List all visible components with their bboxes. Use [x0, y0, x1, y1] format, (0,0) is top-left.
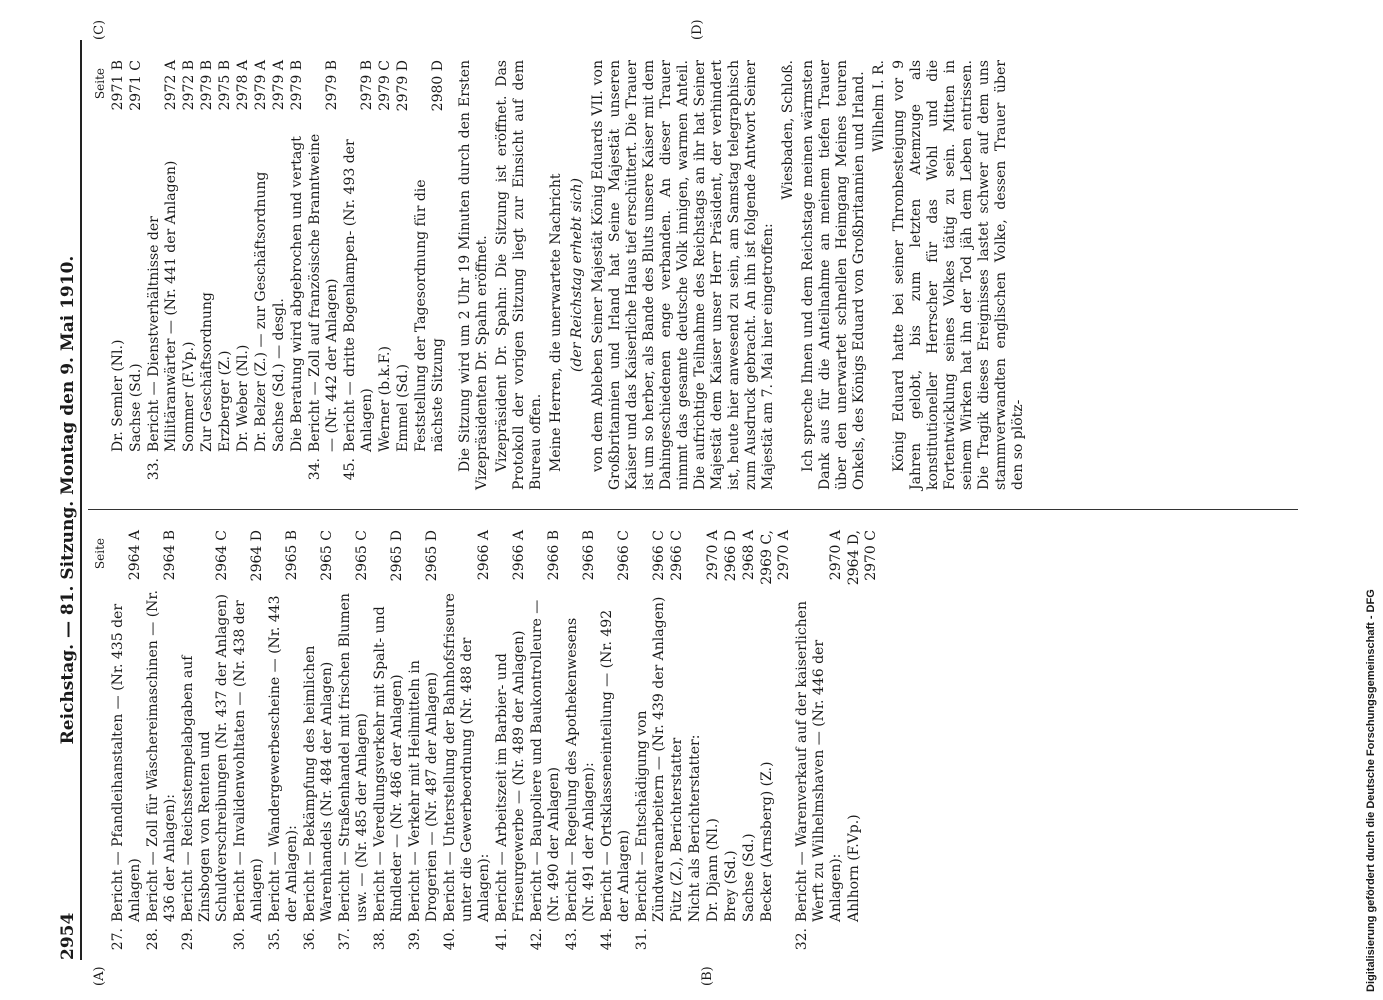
entry-text: Bericht — Zoll für Wäschereimaschinen — (Nr. 436 der Anlagen): — [145, 589, 178, 922]
entry-text: Die Beratung wird abgebrochen und vertagt — [289, 136, 305, 452]
entry-number: 35. — [267, 928, 283, 951]
speaker-page: 2968 A — [741, 530, 757, 581]
entry-page: 2964 C — [214, 530, 230, 581]
entry-page: 2972 A — [163, 60, 179, 111]
toc-entry — [564, 530, 598, 960]
entry-number — [846, 922, 880, 960]
toc-entry — [235, 60, 252, 490]
entry-number — [413, 452, 447, 490]
entry-number: 30. — [232, 928, 248, 951]
entry-text: Zur Geschäftsordnung — [199, 292, 215, 452]
entry-number: 36. — [302, 928, 318, 951]
toc-entry — [377, 60, 394, 490]
margin-marker-c: (C) — [92, 19, 107, 40]
toc-entry — [442, 530, 493, 960]
entry-text: Dr. Belzer (Z.) — zur Geschäftsordnung — [253, 171, 269, 452]
entry-number: 44. — [599, 928, 615, 951]
toc-entry — [146, 60, 180, 490]
paragraph-opening: Die Sitzung wird um 2 Uhr 19 Minuten durch den Ersten Vizepräsidenten Dr. Spahn eröffnet. — [457, 60, 490, 490]
entry-text: Bericht — Zoll auf französische Branntweine — (Nr. 442 der Anlagen) — [307, 133, 340, 452]
entry-text: Bericht — Invalidenwohltaten — (Nr. 438 der Anlagen) — [232, 600, 265, 922]
speaker-name: Sachse (Sd.) — [741, 833, 757, 922]
right-entry-list — [110, 60, 447, 490]
toc-entry — [307, 60, 341, 490]
toc-entry — [199, 60, 216, 490]
entry-text: Bericht — Warenverkauf auf der kaiserlichen Werft zu Wilhelmshaven — (Nr. 446 der Anlagen): — [794, 601, 844, 922]
left-entry-list — [110, 530, 668, 960]
toc-entry — [145, 530, 179, 960]
entry-page: 2966 B — [581, 530, 597, 581]
speaker-entry — [723, 530, 740, 922]
toc-entry — [302, 530, 336, 960]
left-speaker-list — [669, 530, 793, 960]
entry-page: 2971 C — [128, 60, 144, 111]
entry-page: 2980 D — [430, 60, 446, 112]
entry-page: 2971 B — [110, 60, 126, 111]
entry-text: Bericht — Veredlungsverkehr mit Spalt- und Rindleder — (Nr. 486 der Anlagen) — [372, 606, 405, 922]
paragraph-eulogy: König Eduard hatte bei seiner Thronbesteigung vor 9 Jahren gelobt, bis zum letzten Atemzuge als konstitutioneller Herrscher für das Wohl und die Fortentwicklung seines Volkes tätig zu sein. Mitten in seinem Wirken hat ihn der Tod jäh dem Leben entrissen. Die Tragik dieses Ereignisses lastet schwer auf dem uns stammverwandten englischen Volke, dessen Trauer über den so plötz- — [891, 60, 1026, 490]
telegram-signature: Wilhelm I. R. — [871, 60, 887, 153]
speaker-entry — [741, 530, 758, 922]
entry-text: Emmel (Sd.) — [395, 364, 411, 452]
page-header — [58, 40, 82, 960]
toc-entry — [217, 60, 234, 490]
entry-text: Bericht — Arbeitszeit im Barbier- und Friseurgewerbe — (Nr. 489 der Anlagen) — [494, 630, 527, 922]
entry-page: 2975 B — [217, 60, 233, 111]
entry-number: 39. — [407, 928, 423, 951]
entry-page: 2979 A — [271, 60, 287, 111]
entry-page: 2964 D — [249, 530, 265, 582]
seite-label-right: Seite — [93, 68, 107, 100]
column-divider — [88, 509, 1298, 510]
entry-number — [217, 452, 234, 490]
toc-entry — [180, 530, 231, 960]
entry-text: Bericht — Baupoliere und Baukontrolleure — (Nr. 490 der Anlagen) — [529, 599, 562, 922]
speaker-page: 2970 A — [705, 530, 721, 581]
entry-page: 2964 B — [162, 530, 178, 581]
toc-entry — [372, 530, 406, 960]
speaker-name: Nicht als Berichterstatter: — [687, 734, 703, 922]
speaker-name: Brey (Sd.) — [723, 850, 739, 922]
entry-number: 27. — [110, 928, 126, 951]
toc-entry — [253, 60, 270, 490]
toc-entry — [529, 530, 563, 960]
entry-page: 2970 A — [828, 530, 844, 581]
entry-number — [377, 452, 394, 490]
page-number: 2954 — [58, 912, 78, 960]
entry-page: 2965 C — [354, 530, 370, 581]
dfg-notice — [1360, 8, 1382, 992]
entry-number: 34. — [307, 458, 323, 481]
entry-text: Bericht — Dienstverhältnisse der Militäranwärter — (Nr. 441 der Anlagen) — [146, 160, 179, 452]
margin-marker-b: (B) — [700, 966, 715, 986]
entry-text: Ahlhorn (F.Vp.) — [846, 814, 862, 922]
paragraph-president: Vizepräsident Dr. Spahn: Die Sitzung ist eröffnet. Das Protokoll der vorigen Sitzung liegt zur Einsicht auf dem Bureau offen. — [494, 60, 544, 490]
entry-text: Sommer (F.Vp.) — [181, 341, 197, 452]
entry-page: 2965 B — [284, 530, 300, 581]
right-column — [92, 60, 1030, 490]
speaker-page: 2966 D — [723, 530, 739, 582]
entry-number — [395, 452, 412, 490]
entry-number — [253, 452, 270, 490]
toc-entry — [181, 60, 198, 490]
entry-page: 2966 A — [511, 530, 527, 581]
toc-entry — [289, 60, 306, 490]
entry-page: 2979 B — [289, 60, 305, 111]
entry-number: 33. — [146, 458, 162, 481]
toc-entry — [342, 60, 376, 490]
seite-label-left: Seite — [93, 538, 107, 570]
entry-text: Bericht — Straßenhandel mit frischen Blumen usw. — (Nr. 485 der Anlagen) — [337, 593, 370, 922]
entry-number: 38. — [372, 928, 388, 951]
speaker-entry — [669, 530, 686, 922]
left-column — [92, 530, 881, 960]
speaker-entry — [759, 530, 793, 922]
entry-page: 2979 C — [377, 60, 393, 111]
entry-number — [235, 452, 252, 490]
margin-marker-d: (D) — [690, 19, 705, 40]
toc-entry — [110, 60, 127, 490]
toc-entry — [634, 530, 668, 960]
entry-text: Bericht — Reichsstempelabgaben auf Zinsbogen von Renten und Schuldverschreibungen (Nr. 437 der Anlagen) — [180, 593, 230, 922]
speaker-entry — [705, 530, 722, 922]
toc-entry — [599, 530, 633, 960]
entry-text: Bericht — Verkehr mit Heilmitteln in Drogerien — (Nr. 487 der Anlagen) — [407, 660, 440, 922]
session-text — [457, 60, 1027, 490]
toc-entry — [110, 530, 144, 960]
entry-text: Bericht — Wandergewerbescheine — (Nr. 443 der Anlagen): — [267, 595, 300, 922]
entry-text: Bericht — Pfandleihanstalten — (Nr. 435 der Anlagen) — [110, 603, 143, 922]
entry-number: 32. — [794, 928, 810, 951]
speaker-name: Pütz (Z.), Berichterstatter — [669, 737, 685, 922]
entry-page: 2965 D — [389, 530, 405, 582]
entry-number: 29. — [180, 928, 196, 951]
telegram-place: Wiesbaden, Schloß. — [780, 60, 796, 200]
entry-text: Werner (b.k.F.) — [377, 346, 393, 452]
entry-text: Feststellung der Tagesordnung für die nächste Sitzung — [413, 179, 446, 452]
toc-entry — [337, 530, 371, 960]
left-tail-list — [794, 530, 880, 960]
entry-number: 41. — [494, 928, 510, 951]
entry-number: 40. — [442, 928, 458, 951]
toc-entry — [794, 530, 845, 960]
speaker-page: 2966 C — [669, 530, 685, 581]
entry-text: Bericht — dritte Bogenlampen- (Nr. 493 der Anlagen) — [342, 139, 375, 452]
entry-text: Dr. Semler (Nl.) — [110, 339, 126, 452]
speaker-page: 2969 C, 2970 A — [759, 530, 792, 585]
entry-text: Sachse (Sd.) — desgl. — [271, 298, 287, 452]
entry-page: 2965 C — [319, 530, 335, 581]
speaker-page — [687, 530, 704, 590]
entry-number — [289, 452, 306, 490]
entry-number — [110, 452, 127, 490]
paragraph-message: Meine Herren, die unerwartete Nachricht — [548, 173, 564, 472]
toc-entry — [267, 530, 301, 960]
toc-entry — [494, 530, 528, 960]
entry-number — [181, 452, 198, 490]
entry-page: 2966 C — [651, 530, 667, 581]
toc-entry — [128, 60, 145, 490]
entry-number: 31. — [634, 928, 650, 951]
speaker-name: Dr. Djann (Nl.) — [705, 818, 721, 922]
entry-text: Bericht — Entschädigung von Zündwarenarbeitern — (Nr. 439 der Anlagen) — [634, 596, 667, 922]
margin-marker-a: (A) — [92, 966, 107, 986]
entry-page: 2979 B — [199, 60, 215, 111]
entry-page: 2966 C — [616, 530, 632, 581]
entry-number — [271, 452, 288, 490]
toc-entry — [413, 60, 447, 490]
entry-number: 45. — [342, 458, 358, 481]
entry-text: Bericht — Regelung des Apothekenwesens (Nr. 491 der Anlagen): — [564, 617, 597, 922]
entry-number: 37. — [337, 928, 353, 951]
entry-number: 43. — [564, 928, 580, 951]
entry-text: Bericht — Unterstellung der Bahnhofsfriseure unter die Gewerbeordnung (Nr. 488 der Anlagen): — [442, 593, 492, 922]
entry-page: 2979 A — [253, 60, 269, 111]
entry-number: 28. — [145, 928, 161, 951]
toc-entry — [232, 530, 266, 960]
entry-number: 42. — [529, 928, 545, 951]
page-title: Reichstag. — 81. Sitzung. Montag den 9. Mai 1910. — [58, 255, 78, 745]
speaker-name: Becker (Arnsberg) (Z.) — [759, 761, 775, 922]
entry-text: Dr. Weber (Nl.) — [235, 344, 251, 452]
entry-page: 2979 D — [395, 60, 411, 112]
entry-page: 2979 B — [359, 60, 375, 111]
entry-page: 2966 B — [546, 530, 562, 581]
entry-page: 2978 A — [235, 60, 251, 111]
entry-page: 2966 A — [476, 530, 492, 581]
toc-entry — [407, 530, 441, 960]
paragraph-condolence: von dem Ableben Seiner Majestät König Eduards VII. von Großbritannien und Irland hat Seine Majestät unseren Kaiser und das Kaiserliche Haus tief erschüttert. Die Trauer ist um so herber, als Bande des Bluts unsere Kaiser mit dem Dahingeschiedenen enge verbanden. An dieser Trauer nimmt das gesamte deutsche Volk innigen, warmen Anteil. Die aufrichtige Teilnahme des Reichstags an ihr hat Seiner Majestät dem Kaiser unser Herr Präsident, der verhindert ist, heute hier anwesend zu sein, am Samstag telegraphisch zum Ausdruck gebracht. An ihn ist folgende Antwort Seiner Majestät am 7. Mai hier eingetroffen: — [590, 60, 776, 490]
entry-text: Sachse (Sd.) — [128, 363, 144, 452]
paragraph-stage-direction: (der Reichstag erhebt sich) — [569, 178, 585, 372]
telegram-text: Ich spreche Ihnen und dem Reichstage meinen wärmsten Dank aus für die Anteilnahme an meinem tiefen Trauer über den unerwartet schnellen Heimgang Meines teuren Onkels, des Königs Eduard von Großbritannien und Irland. — [800, 60, 867, 490]
toc-entry — [271, 60, 288, 490]
speaker-entry — [687, 530, 704, 922]
toc-entry — [846, 530, 880, 960]
entry-page: 2964 D, 2970 C — [846, 530, 879, 586]
entry-page: 2964 A — [127, 530, 143, 581]
entry-page: 2972 B — [181, 60, 197, 111]
entry-text: Bericht — Bekämpfung des heimlichen Warenhandels (Nr. 484 der Anlagen) — [302, 645, 335, 922]
entry-page: 2965 D — [424, 530, 440, 582]
entry-number — [128, 452, 145, 490]
entry-text: Erzberger (Z.) — [217, 350, 233, 452]
entry-text: Bericht — Ortsklasseneinteilung — (Nr. 492 der Anlagen) — [599, 609, 632, 922]
entry-page: 2979 B — [324, 60, 340, 111]
toc-entry — [395, 60, 412, 490]
entry-number — [199, 452, 216, 490]
dfg-notice-text: Digitalisierung gefördert durch die Deutsche Forschungsgemeinschaft - DFG — [1365, 589, 1377, 992]
